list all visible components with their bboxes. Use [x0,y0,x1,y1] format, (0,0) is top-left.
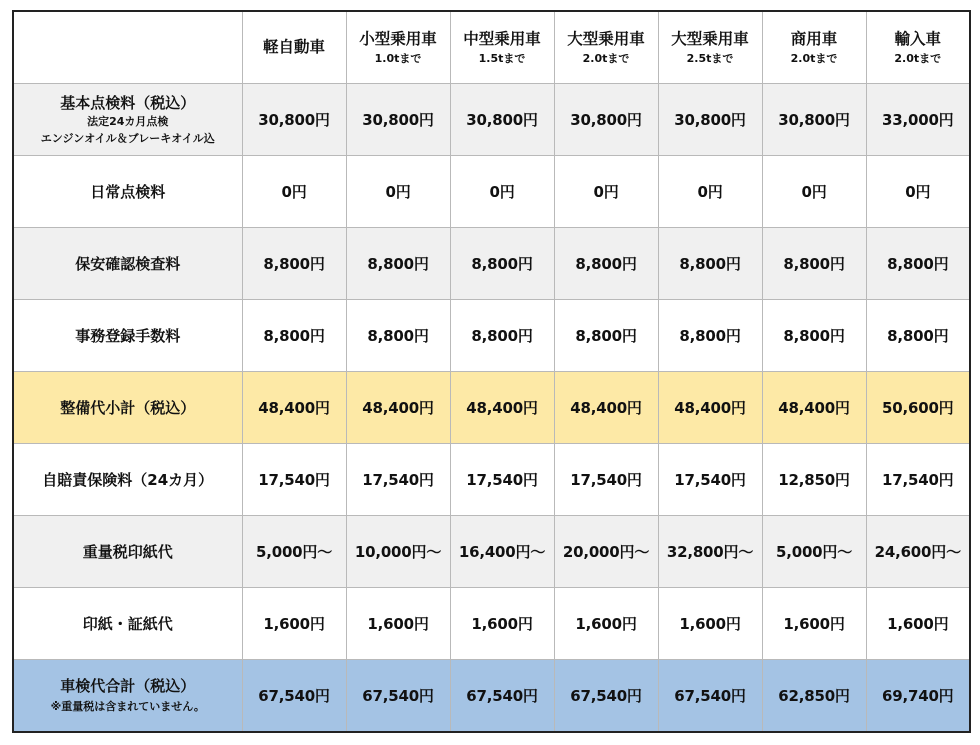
price-cell: 0円 [450,156,554,228]
price-cell: 62,850円 [762,660,866,733]
price-cell: 0円 [242,156,346,228]
price-cell: 0円 [554,156,658,228]
price-cell: 30,800円 [658,84,762,156]
price-cell: 48,400円 [554,372,658,444]
row-label: 日常点検料 [90,182,166,201]
price-cell: 8,800円 [242,300,346,372]
column-subheader: 2.0tまで [894,52,942,66]
row-note: ※重量税は含まれていません。 [50,700,205,714]
price-cell: 1,600円 [450,588,554,660]
row-label-cell [13,228,242,300]
row-label: 印紙・証紙代 [82,614,173,633]
row-label-cell [13,300,242,372]
price-cell: 48,400円 [762,372,866,444]
price-cell: 8,800円 [554,300,658,372]
column-subheader: 2.0tまで [790,52,838,66]
price-cell: 12,850円 [762,444,866,516]
column-header: 商用車 2.0tまで [762,11,866,84]
price-cell: 48,400円 [242,372,346,444]
table-row [13,588,970,660]
row-label-cell [13,660,242,733]
price-cell: 8,800円 [346,228,450,300]
price-cell: 30,800円 [450,84,554,156]
price-cell: 16,400円～ [450,516,554,588]
column-header: 小型乗用車 1.0tまで [346,11,450,84]
column-header: 大型乗用車 2.5tまで [658,11,762,84]
row-label-cell [13,516,242,588]
row-label: 車検代合計（税込） [60,677,196,696]
table-row [13,444,970,516]
price-cell: 33,000円 [866,84,970,156]
price-cell: 17,540円 [346,444,450,516]
column-subheader: 1.0tまで [374,52,422,66]
price-cell: 8,800円 [658,228,762,300]
price-cell: 5,000円～ [762,516,866,588]
price-cell: 0円 [866,156,970,228]
price-cell: 5,000円～ [242,516,346,588]
header-row [13,11,970,84]
price-cell: 48,400円 [346,372,450,444]
row-label: 自賠責保険料（24カ月） [42,470,214,489]
price-cell: 32,800円～ [658,516,762,588]
row-note: 法定24カ月点検 [87,115,169,129]
price-cell: 8,800円 [762,300,866,372]
price-cell: 1,600円 [242,588,346,660]
row-label-cell [13,84,242,156]
price-cell: 24,600円～ [866,516,970,588]
price-cell: 8,800円 [242,228,346,300]
row-label-cell [13,444,242,516]
table-row [13,228,970,300]
price-cell: 67,540円 [346,660,450,733]
table-row [13,660,970,733]
column-subheader: 2.0tまで [582,52,630,66]
price-cell: 17,540円 [242,444,346,516]
table-row [13,516,970,588]
row-label: 保安確認検査料 [75,254,181,273]
price-cell: 0円 [658,156,762,228]
price-cell: 17,540円 [866,444,970,516]
price-cell: 8,800円 [762,228,866,300]
price-cell: 67,540円 [242,660,346,733]
column-subheader: 1.5tまで [478,52,526,66]
price-cell: 8,800円 [450,300,554,372]
table-row [13,300,970,372]
price-cell: 17,540円 [450,444,554,516]
column-header: 輸入車 2.0tまで [866,11,970,84]
price-table-container [12,10,971,733]
price-cell: 67,540円 [554,660,658,733]
price-cell: 1,600円 [762,588,866,660]
column-subheader: 2.5tまで [686,52,734,66]
price-cell: 0円 [346,156,450,228]
row-label: 基本点検料（税込） [60,94,196,113]
price-cell: 69,740円 [866,660,970,733]
price-cell: 8,800円 [866,228,970,300]
price-cell: 17,540円 [658,444,762,516]
price-cell: 0円 [762,156,866,228]
price-cell: 67,540円 [658,660,762,733]
price-cell: 1,600円 [658,588,762,660]
row-label: 整備代小計（税込） [60,398,196,417]
row-label-cell [13,156,242,228]
column-header: 中型乗用車 1.5tまで [450,11,554,84]
corner-cell [13,11,242,84]
table-row [13,84,970,156]
price-cell: 30,800円 [554,84,658,156]
price-cell: 1,600円 [346,588,450,660]
price-cell: 20,000円～ [554,516,658,588]
price-cell: 48,400円 [450,372,554,444]
price-cell: 10,000円～ [346,516,450,588]
price-cell: 8,800円 [450,228,554,300]
price-cell: 48,400円 [658,372,762,444]
price-cell: 50,600円 [866,372,970,444]
price-cell: 1,600円 [554,588,658,660]
price-cell: 30,800円 [762,84,866,156]
price-cell: 30,800円 [346,84,450,156]
column-header: 大型乗用車 2.0tまで [554,11,658,84]
table-row [13,156,970,228]
row-label: 重量税印紙代 [82,542,173,561]
row-label: 事務登録手数料 [75,326,181,345]
price-cell: 67,540円 [450,660,554,733]
row-note: エンジンオイル＆ブレーキオイル込 [40,131,215,145]
inspection-price-table [12,10,971,733]
price-cell: 17,540円 [554,444,658,516]
row-label-cell [13,588,242,660]
column-header: 軽自動車 [242,11,346,84]
price-cell: 8,800円 [658,300,762,372]
price-cell: 1,600円 [866,588,970,660]
price-cell: 30,800円 [242,84,346,156]
row-label-cell [13,372,242,444]
table-row [13,372,970,444]
price-cell: 8,800円 [554,228,658,300]
price-cell: 8,800円 [346,300,450,372]
price-cell: 8,800円 [866,300,970,372]
